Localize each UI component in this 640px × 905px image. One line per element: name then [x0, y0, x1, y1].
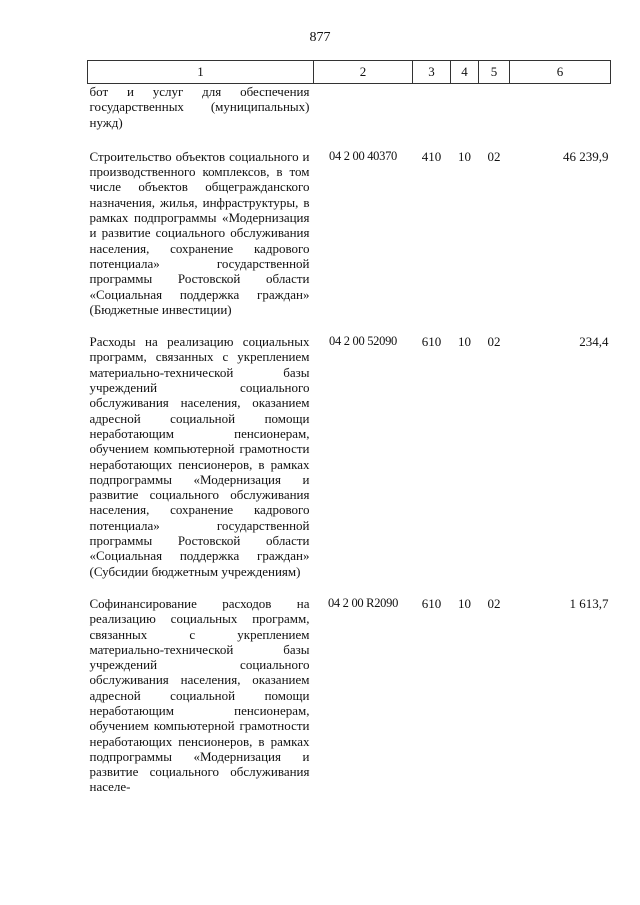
- row-rz: 10: [458, 595, 471, 611]
- header-col-2: 2: [314, 61, 413, 84]
- row-description: Расходы на реализацию социальных программ, связанных с укреплением материально-технической базы учреждений социального обслуживания населения, оказанием адресной социальной помощи неработающим пенсионерам, обучением компьютерной грамотности неработающих пенсионеров, в рамках подпрограммы «Модернизация и развитие социального обслуживания населения, сохранение кадрового потенциала» государственной программы Ростовской области «Социальная поддержка граждан» (Субсидии бюджетным учреждениям): [89, 334, 310, 579]
- row-amount: 234,4: [579, 334, 609, 350]
- table-row: [88, 587, 611, 803]
- row-description: Софинансирование расходов на реализацию социальных программ, связанных с укреплением материально-технической базы учреждений социального обслуживания населения, оказанием адресной социальной помощи неработающим пенсионерам, обучением компьютерной грамотности неработающих пенсионеров, в рамках подпрограммы «Модернизация и развитие социального обслуживания населе-: [89, 595, 310, 795]
- row-amount: 46 239,9: [563, 148, 609, 164]
- table-header-row: [88, 61, 611, 84]
- row-pr: [479, 84, 510, 140]
- table-row: [88, 325, 611, 587]
- row-pr: 02: [487, 334, 501, 350]
- row-vr: 410: [421, 148, 442, 164]
- header-col-1: 1: [88, 61, 314, 84]
- row-code: 04 2 00 R2090: [327, 595, 399, 610]
- row-rz: 10: [458, 148, 471, 164]
- header-col-4: 4: [451, 61, 479, 84]
- row-code: 04 2 00 40370: [329, 148, 397, 163]
- row-vr: [413, 84, 451, 140]
- page-number: 877: [309, 30, 331, 45]
- row-amount: 1 613,7: [569, 595, 609, 611]
- header-col-3: 3: [413, 61, 451, 84]
- row-code: 04 2 00 52090: [329, 334, 397, 349]
- row-rz: [451, 84, 479, 140]
- table-row: [88, 84, 611, 140]
- row-pr: 02: [487, 148, 501, 164]
- table-row: [88, 140, 611, 325]
- row-vr: 610: [421, 334, 442, 350]
- header-col-6: 6: [510, 61, 611, 84]
- row-vr: 610: [421, 595, 442, 611]
- row-description: бот и услуг для обеспечения государственных (муниципальных) нужд): [89, 84, 310, 130]
- budget-table: [87, 60, 611, 803]
- header-col-5: 5: [479, 61, 510, 84]
- row-code: [314, 84, 413, 140]
- row-description: Строительство объектов социального и производственного комплексов, в том числе объектов общегражданского назначения, жилья, инфраструктуры, в рамках подпрограммы «Модернизация и развитие социального обслуживания населения, сохранение кадрового потенциала» государственной программы Ростовской области «Социальная поддержка граждан» (Бюджетные инвестиции): [89, 148, 310, 317]
- row-rz: 10: [458, 334, 471, 350]
- row-pr: 02: [487, 595, 501, 611]
- row-amount: [510, 84, 611, 140]
